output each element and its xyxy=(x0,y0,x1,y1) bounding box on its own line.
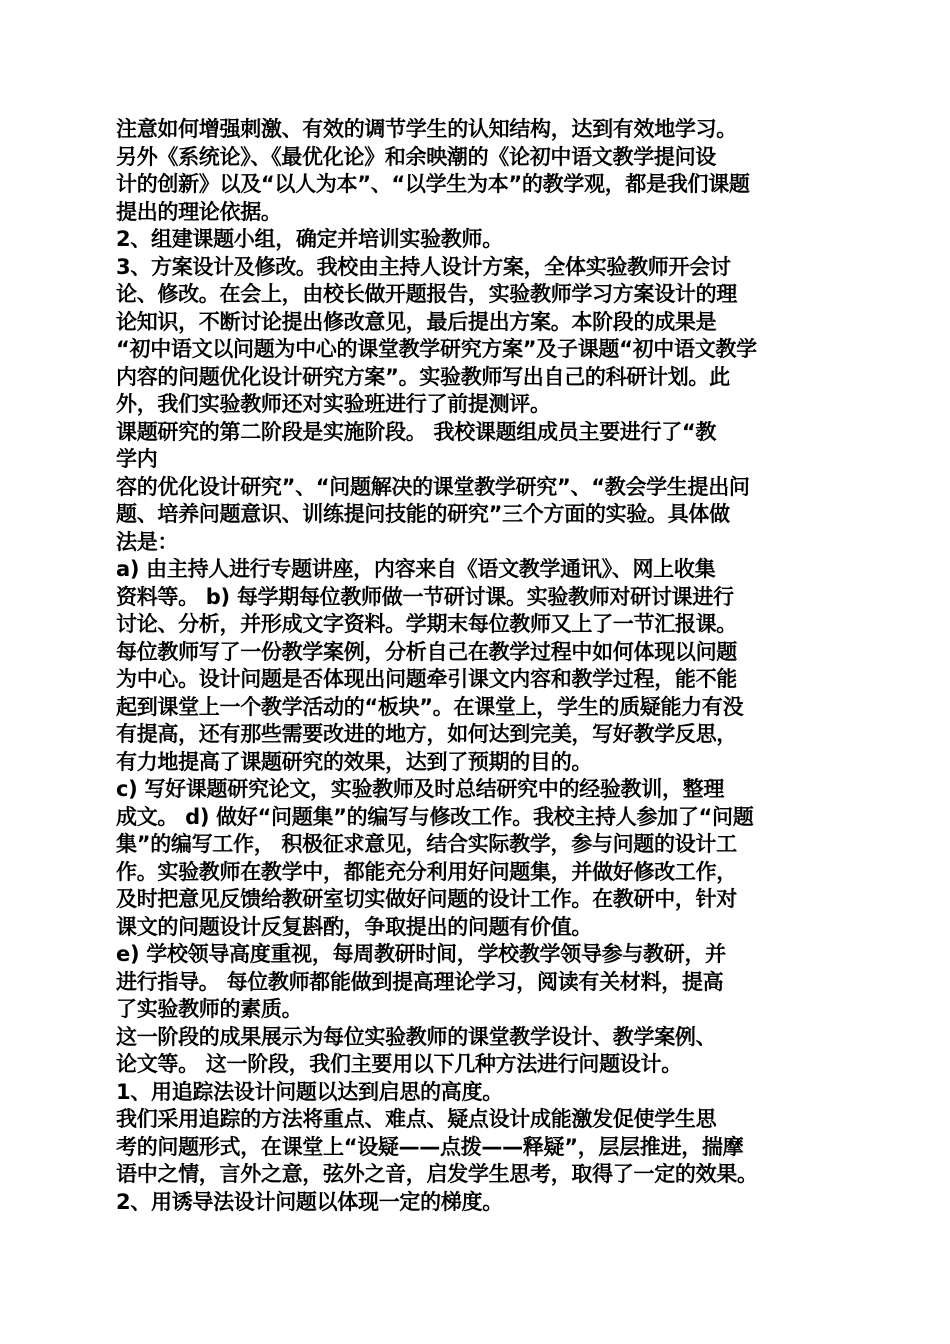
text-line: 起到课堂上一个教学活动的“板块”。在课堂上，学生的质疑能力有没 xyxy=(116,694,744,719)
text-line: 题、培养问题意识、训练提问技能的研究”三个方面的实验。具体做 xyxy=(116,502,730,526)
text-line: 了实验教师的素质。 xyxy=(116,997,303,1021)
text-line: 学内 xyxy=(116,447,158,471)
text-line: 有力地提高了课题研究的效果，达到了预期的目的。 xyxy=(116,749,593,774)
text-line: 每位教师写了一份教学案例，分析自己在教学过程中如何体现以问题 xyxy=(116,639,737,664)
document-body-text xyxy=(116,116,838,1216)
text-line: 我们采用追踪的方法将重点、难点、疑点设计成能激发促使学生思 xyxy=(116,1107,717,1131)
text-line: 集”的编写工作， 积极征求意见，结合实际教学，参与问题的设计工 xyxy=(116,832,737,856)
text-line: “初中语文以问题为中心的课堂教学研究方案”及子课题“初中语文教学 xyxy=(116,337,757,361)
text-line: 成文。 d) 做好“问题集”的编写与修改工作。我校主持人参加了“问题 xyxy=(116,804,754,829)
text-line: e) 学校领导高度重视，每周教研时间，学校教学领导参与教研，并 xyxy=(116,942,726,966)
text-line: 2、用诱导法设计问题以体现一定的梯度。 xyxy=(116,1189,503,1214)
text-line: 法是： xyxy=(116,529,179,554)
text-line: 语中之情，言外之意，弦外之音，启发学生思考，取得了一定的效果。 xyxy=(116,1162,758,1186)
text-line: 计的创新》以及“以人为本”、“以学生为本”的教学观，都是我们课题 xyxy=(116,172,750,196)
text-line: 3、方案设计及修改。我校由主持人设计方案，全体实验教师开会讨 xyxy=(116,254,731,279)
text-line: 课文的问题设计反复斟酌，争取提出的问题有价值。 xyxy=(116,914,593,939)
text-line: 为中心。设计问题是否体现出问题牵引课文内容和教学过程，能不能 xyxy=(116,667,737,691)
text-line: 1、用追踪法设计问题以达到启思的高度。 xyxy=(116,1079,503,1104)
text-line: 及时把意见反馈给教研室切实做好问题的设计工作。在教研中，针对 xyxy=(116,887,737,911)
text-line: 内容的问题优化设计研究方案”。实验教师写出自己的科研计划。此 xyxy=(116,364,730,389)
text-line: 有提高，还有那些需要改进的地方，如何达到完美，写好教学反思， xyxy=(116,722,737,746)
text-line: 进行指导。 每位教师都能做到提高理论学习，阅读有关材料，提高 xyxy=(116,969,724,994)
text-line: 另外《系统论》、《最优化论》和余映潮的《论初中语文教学提问设 xyxy=(116,144,716,169)
text-line: 考的问题形式，在课堂上“设疑——点拨——释疑”，层层推进，揣摩 xyxy=(116,1134,744,1159)
text-line: 作。实验教师在教学中，都能充分利用好问题集，并做好修改工作， xyxy=(116,859,737,884)
text-line: 提出的理论依据。 xyxy=(116,199,282,224)
text-line: 讨论、分析，并形成文字资料。学期末每位教师又上了一节汇报课。 xyxy=(116,612,737,636)
text-line: 这一阶段的成果展示为每位实验教师的课堂教学设计、教学案例、 xyxy=(116,1024,717,1049)
text-line: 外，我们实验教师还对实验班进行了前提测评。 xyxy=(116,392,551,416)
text-line: 资料等。 b) 每学期每位教师做一节研讨课。实验教师对研讨课进行 xyxy=(116,584,734,609)
text-line: 2、组建课题小组，确定并培训实验教师。 xyxy=(116,227,503,251)
text-line: c) 写好课题研究论文，实验教师及时总结研究中的经验教训，整理 xyxy=(116,777,725,801)
text-line: 注意如何增强刺激、有效的调节学生的认知结构，达到有效地学习。 xyxy=(116,117,737,141)
text-line: 论知识，不断讨论提出修改意见，最后提出方案。本阶段的成果是 xyxy=(116,309,717,334)
text-line: 论文等。 这一阶段，我们主要用以下几种方法进行问题设计。 xyxy=(116,1052,682,1076)
text-line: 容的优化设计研究”、“问题解决的课堂教学研究”、“教会学生提出问 xyxy=(116,474,750,499)
text-line: a) 由主持人进行专题讲座，内容来自《语文教学通讯》、网上收集 xyxy=(116,557,716,581)
text-line: 论、修改。在会上，由校长做开题报告，实验教师学习方案设计的理 xyxy=(116,282,737,306)
text-line: 课题研究的第二阶段是实施阶段。 我校课题组成员主要进行了“教 xyxy=(116,419,717,444)
